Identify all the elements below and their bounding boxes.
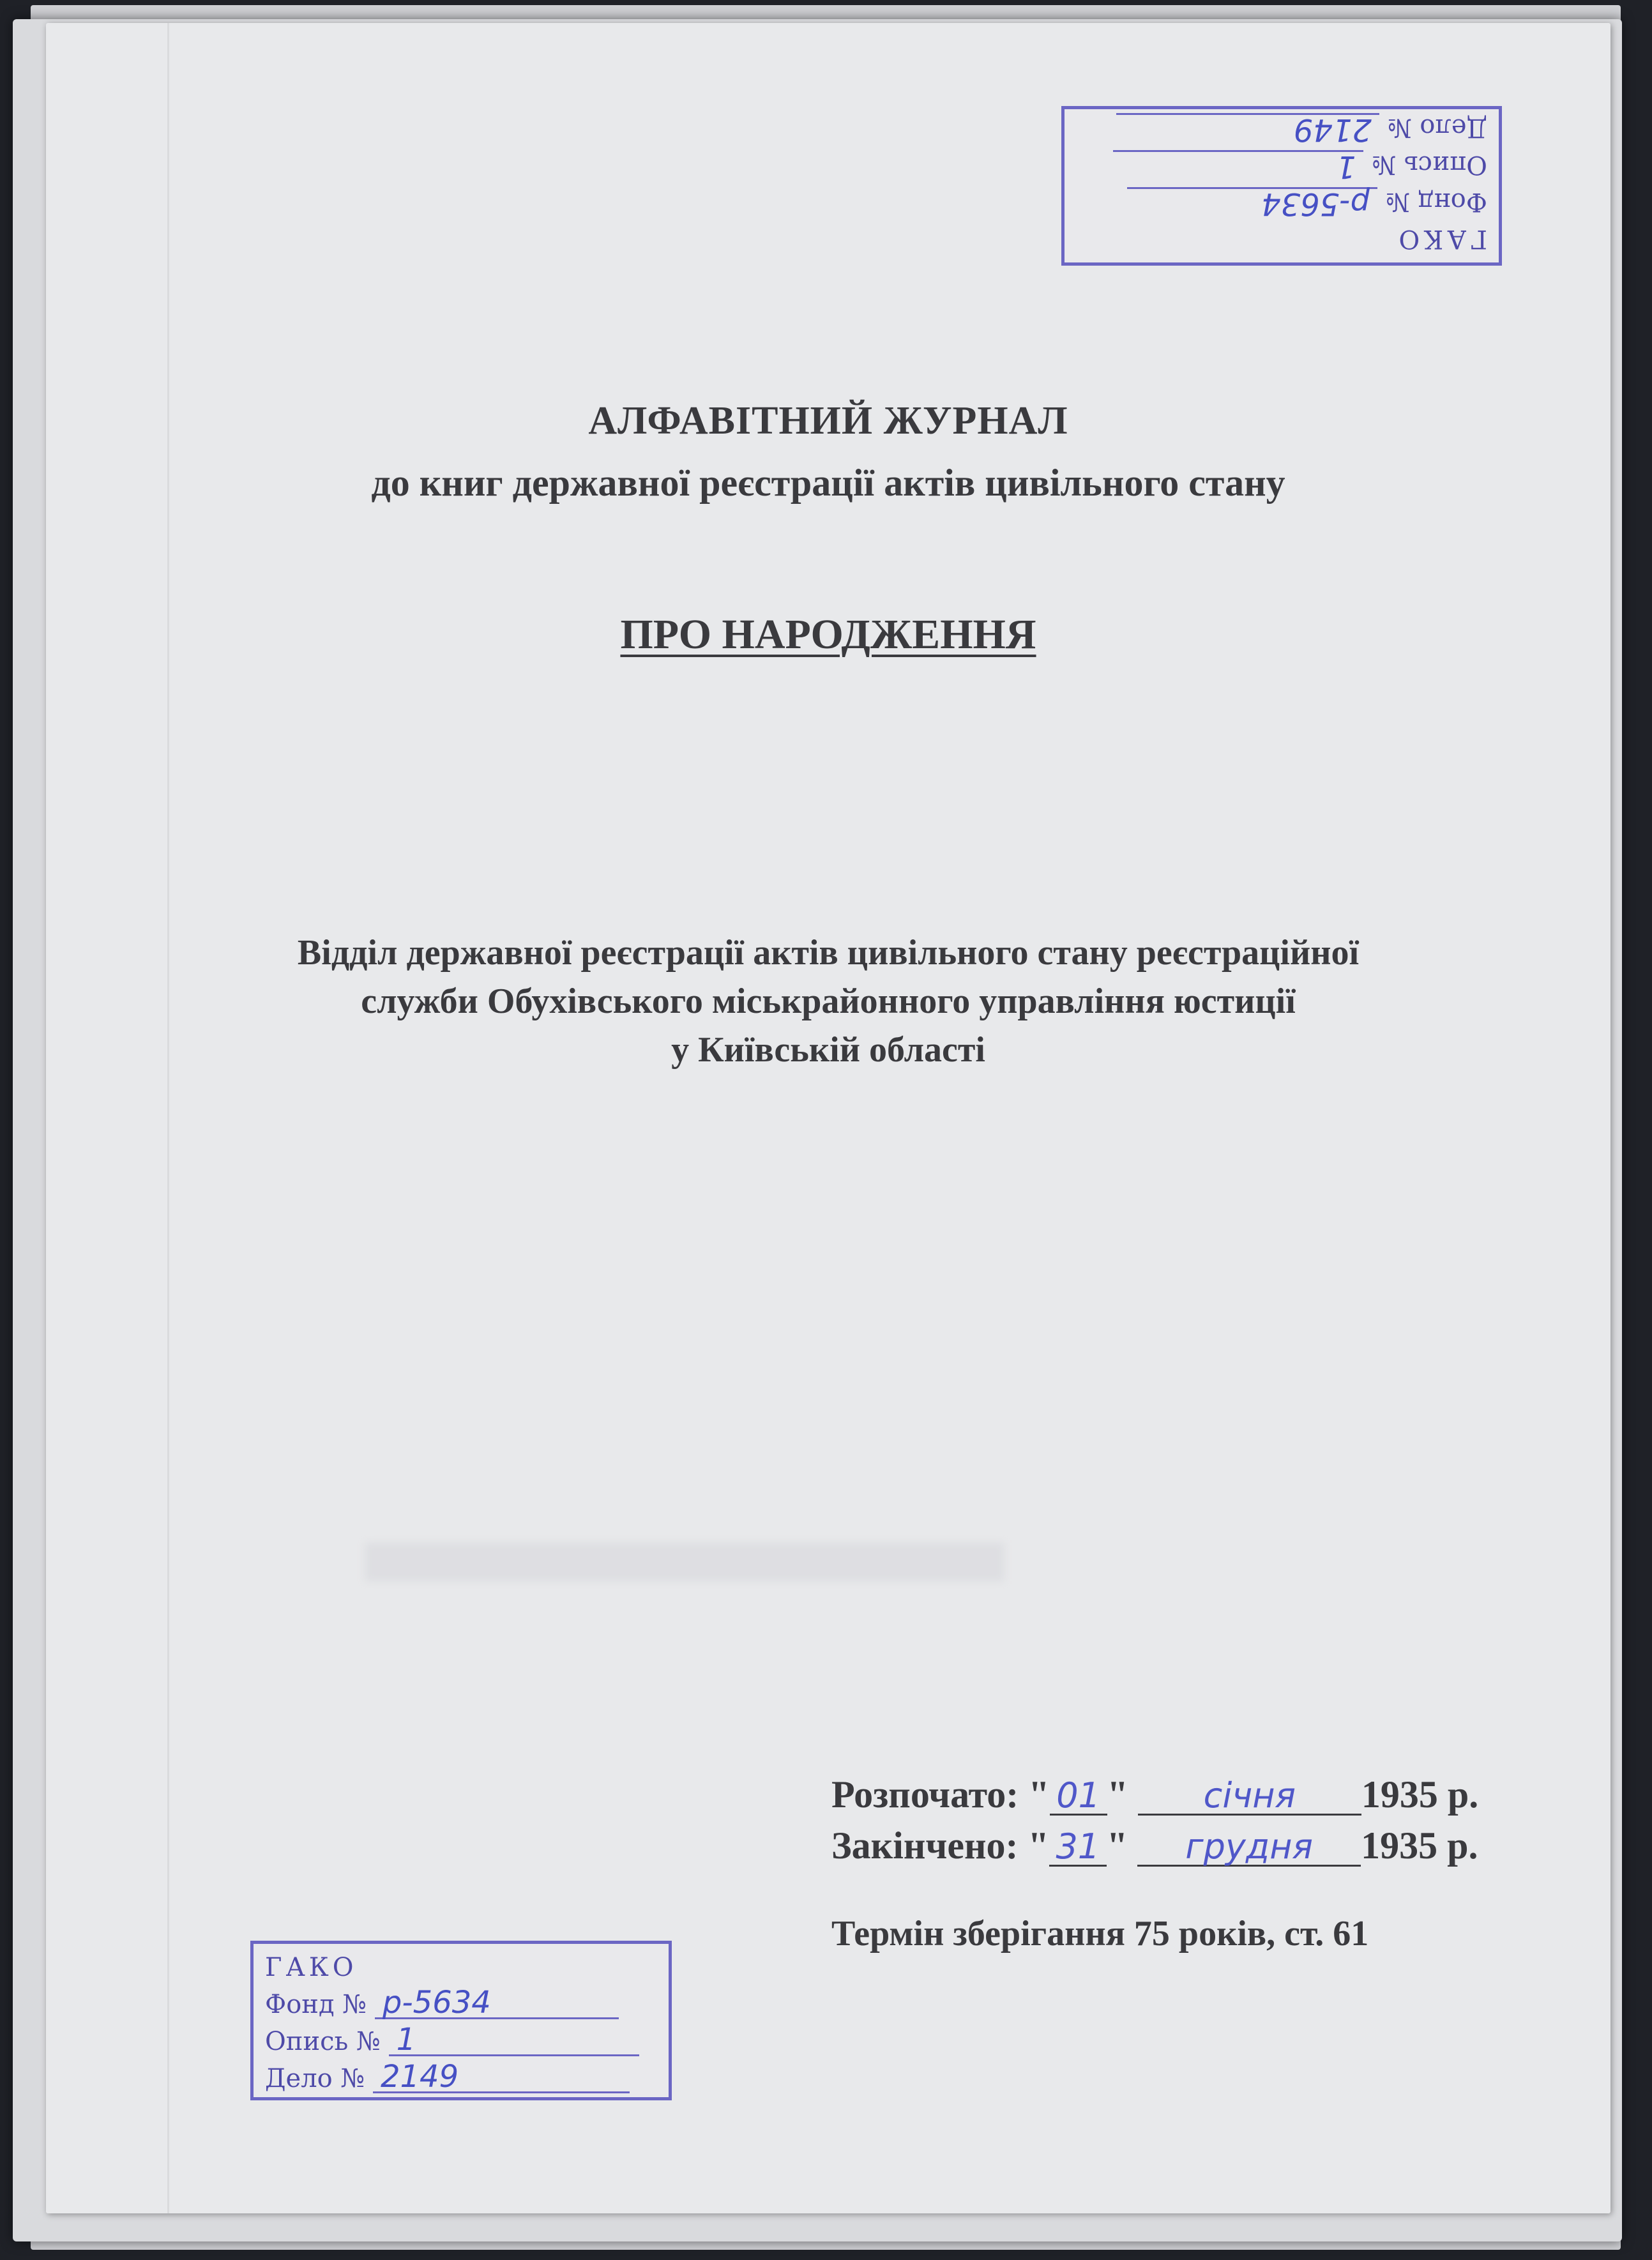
record-type-text: ПРО НАРОДЖЕННЯ xyxy=(620,611,1036,658)
department-line-3: у Київській області xyxy=(671,1030,985,1070)
finished-date xyxy=(831,1824,1566,1875)
started-year: 1935 р. xyxy=(1361,1773,1479,1816)
stamp-fond-label: Фонд № xyxy=(265,1990,367,2019)
stamp-org: ГАКО xyxy=(265,1953,358,1982)
stamp-delo-label: Дело № xyxy=(1387,113,1487,142)
finished-month: грудня xyxy=(1185,1826,1313,1867)
journal-title: АЛФАВІТНИЙ ЖУРНАЛ xyxy=(588,399,1068,443)
started-quote: " xyxy=(1107,1773,1128,1816)
stamp-fond-value: р-5634 xyxy=(1261,186,1370,222)
date-range xyxy=(831,1773,1566,1875)
stamp-opis-value: 1 xyxy=(1336,149,1356,185)
page-fold xyxy=(167,23,169,2213)
stamp-delo-value: 2149 xyxy=(1293,112,1372,148)
finished-quote: " xyxy=(1106,1824,1128,1867)
archive-stamp-bottom xyxy=(250,1941,672,2100)
department-line-2: служби Обухівського міськрайонного управління юстиції xyxy=(361,982,1296,1021)
department-line-1: Відділ державної реєстрації актів цивільного стану реєстраційної xyxy=(297,933,1360,973)
stamp-delo-value: 2149 xyxy=(380,2059,459,2095)
stamp-opis-label: Опись № xyxy=(1372,150,1487,179)
finished-year: 1935 р. xyxy=(1361,1824,1478,1867)
document-page xyxy=(46,23,1610,2213)
journal-subtitle: до книг державної реєстрації актів цивільного стану xyxy=(371,462,1285,504)
started-label: Розпочато: " xyxy=(831,1773,1050,1816)
archive-stamp-top xyxy=(1061,106,1502,266)
department-name xyxy=(142,929,1515,1074)
stamp-opis-value: 1 xyxy=(396,2022,416,2058)
storage-term: Термін зберігання 75 років, ст. 61 xyxy=(831,1914,1369,1953)
started-date xyxy=(831,1773,1566,1824)
record-type-heading xyxy=(46,611,1610,659)
finished-label: Закінчено: " xyxy=(831,1824,1049,1867)
stamp-fond-label: Фонд № xyxy=(1385,187,1487,216)
stamp-org: ГАКО xyxy=(1395,224,1487,254)
stamp-opis-label: Опись № xyxy=(265,2027,381,2056)
stamp-fond-value: р-5634 xyxy=(382,1985,491,2021)
started-day: 01 xyxy=(1056,1775,1100,1816)
stamp-delo-label: Дело № xyxy=(265,2064,365,2093)
finished-day: 31 xyxy=(1056,1826,1100,1867)
started-month: січня xyxy=(1203,1775,1296,1816)
faint-smudge xyxy=(365,1543,1004,1581)
